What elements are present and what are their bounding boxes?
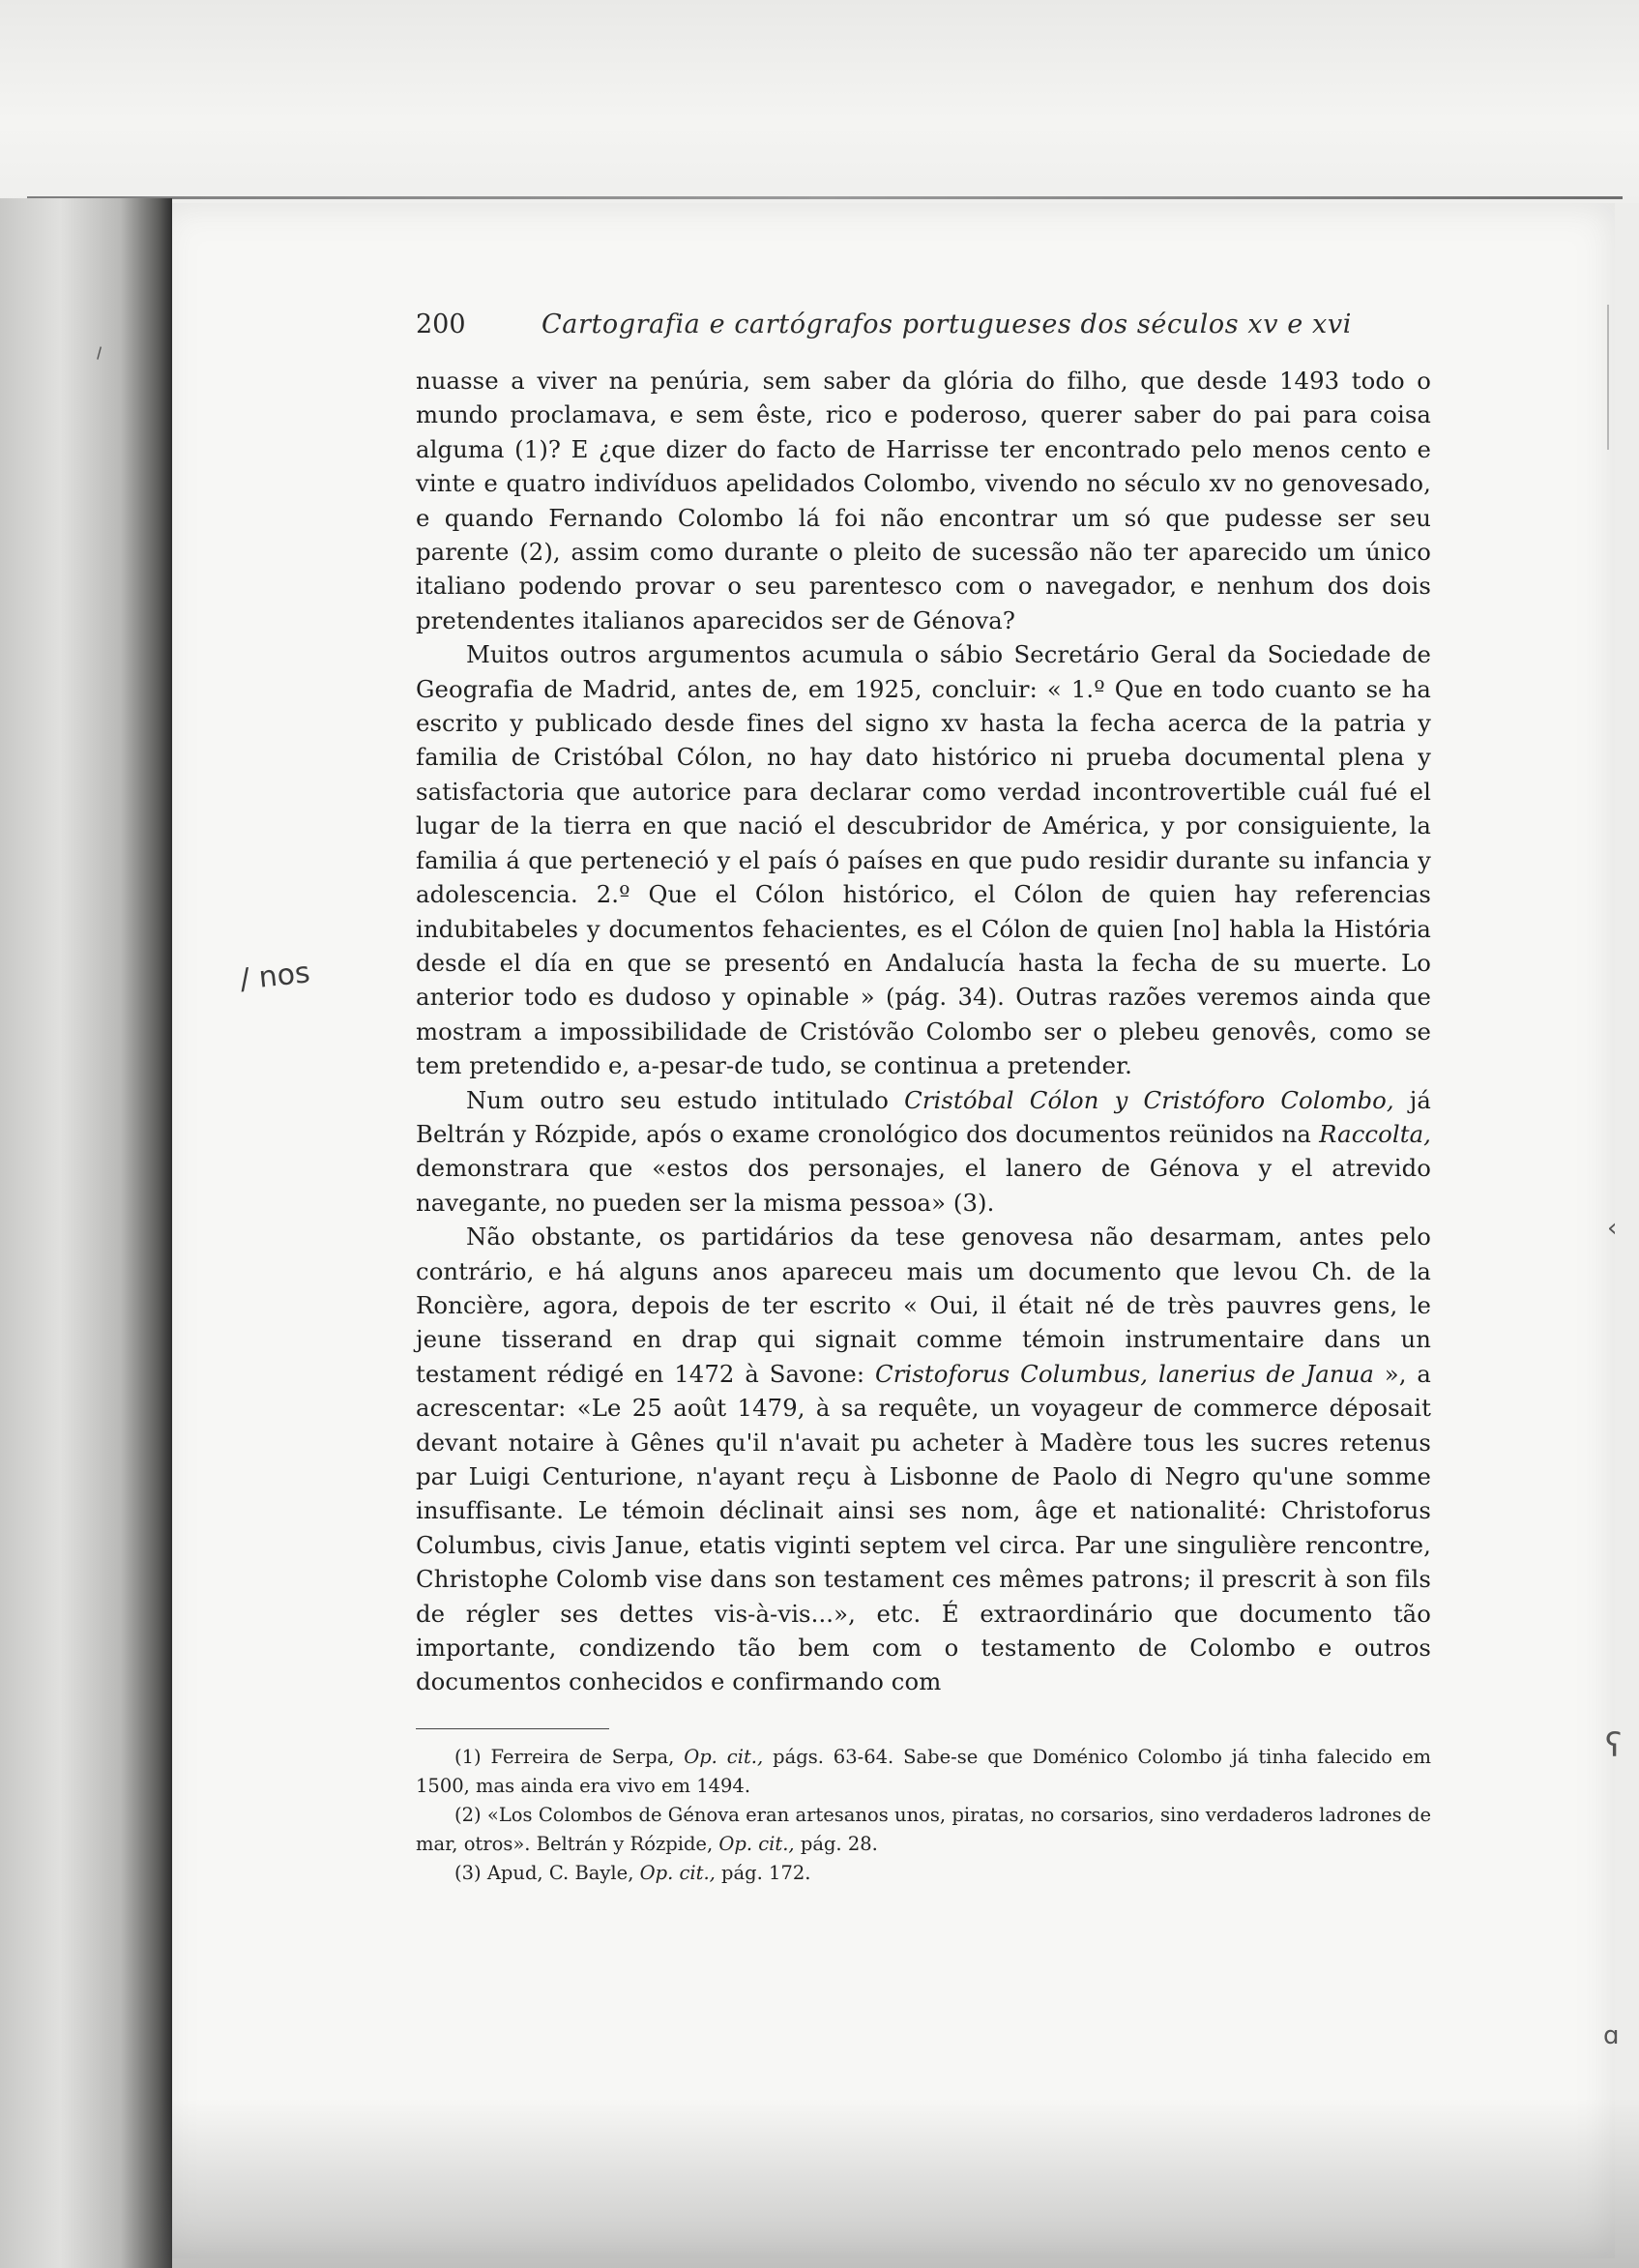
italic-span: Op. cit.,	[684, 1745, 764, 1768]
text-span: págs. 63-64. Sabe-se que Doménico Colombo já tinha falecido em 1500, mas ainda era vivo em 1494.	[416, 1745, 1431, 1797]
text-span: nuasse a viver na penúria, sem saber da glória do filho, que desde 1493 todo o mundo proclamava, e sem êste, rico e poderoso, querer saber do pai para coisa alguma (1)? E ¿que dizer do facto de Harrisse ter encontrado pelo menos cento e vinte e quatro indivíduos apelidados Colombo, vivendo no século xv no genovesado, e quando Fernando Colombo lá foi não encontrar um só que pudesse ser seu parente (2), assim como durante o pleito de sucessão não ter aparecido um único italiano podendo provar o seu parentesco com o navegador, e nenhum dos dois pretendentes italianos aparecidos ser de Génova?	[416, 367, 1431, 634]
text-span: demonstrara que «estos dos personajes, el lanero de Génova y el atrevido navegante, no pueden ser la misma pessoa» (3).	[416, 1154, 1431, 1217]
scan-edge-mark: ʕ	[1605, 1726, 1623, 1765]
footnotes	[416, 1743, 1431, 1888]
paragraph	[416, 1083, 1431, 1221]
body-text	[416, 364, 1431, 1699]
text-span: pág. 28.	[794, 1832, 878, 1855]
text-span: Muitos outros argumentos acumula o sábio Secretário Geral da Sociedade de Geografia de Madrid, antes de, em 1925, concluir: « 1.º Que en todo cuanto se ha escrito y publicado desde fines del signo xv hasta la fecha acerca de la patria y familia de Cristóbal Cólon, no hay dato histórico ni prueba documental plena y satisfactoria que autorice para declarar como verdad incontrovertible cuál fué el lugar de la tierra en que nació el descubridor de América, y por consiguiente, la familia á que perteneció y el país ó países en que pudo residir durante su infancia y adolescencia. 2.º Que el Cólon histórico, el Cólon de quien hay referencias indubitabeles y documentos fehacientes, es el Cólon de quien [no] habla la História desde el día en que se presentó en Andalucía hasta la fecha de su muerte. Lo anterior todo es dudoso y opinable » (pág. 34). Outras razões veremos ainda que mostram a impossibilidade de Cristóvão Colombo ser o plebeu genovês, como se tem pretendido e, a-pesar-de tudo, se continua a pretender.	[416, 640, 1431, 1080]
page-number: 200	[416, 309, 466, 339]
paragraph	[416, 637, 1431, 1082]
scan-fold-line	[27, 196, 1623, 199]
footnote	[416, 1801, 1431, 1859]
italic-span: Op. cit.,	[718, 1832, 795, 1855]
paragraph	[416, 364, 1431, 637]
book-spine-shadow	[0, 198, 172, 2268]
paragraph	[416, 1220, 1431, 1699]
text-span: (2) «Los Colombos de Génova eran artesanos unos, piratas, no corsarios, sino verdaderos ladrones de mar, otros». Beltrán y Rózpide,	[416, 1803, 1431, 1855]
text-span: (1) Ferreira de Serpa,	[454, 1745, 685, 1768]
text-span: Num outro seu estudo intitulado	[466, 1085, 905, 1114]
scan-edge-mark: ‹	[1607, 1214, 1618, 1243]
running-title: Cartografia e cartógrafos portugueses dos séculos xv e xvi	[541, 309, 1352, 339]
handwritten-margin-note: / nos	[238, 956, 312, 997]
italic-span: Cristoforus Columbus, lanerius de Janua	[875, 1359, 1374, 1388]
scan-edge-mark: ɑ	[1603, 2021, 1620, 2050]
text-span: já Beltrán y Rózpide, após o exame cronológico dos documentos reünidos na	[416, 1085, 1431, 1148]
text-span: », a acrescentar: «Le 25 août 1479, à sa requête, un voyageur de commerce déposait devant notaire à Gênes qu'il n'avait pu acheter à Madère tous les sucres retenus par Luigi Centurione, n'ayant reçu à Lisbonne de Paolo di Negro qu'une somme insuffisante. Le témoin déclinait ainsi ses nom, âge et nationalité: Christoforus Columbus, civis Janue, etatis viginti septem vel circa. Par une singulière rencontre, Christophe Colomb vise dans son testament ces mêmes patrons; il prescrit à son fils de régler ses dettes vis-à-vis...», etc. É extraordinário que documento tão importante, condizendo tão bem com o testamento de Colombo e outros documentos conhecidos e confirmando com	[416, 1359, 1432, 1696]
scan-speck-mark: ⸝	[81, 330, 110, 366]
italic-span: Op. cit.,	[639, 1861, 716, 1884]
running-header	[416, 309, 1431, 364]
scan-bottom-shadow	[160, 2099, 1639, 2268]
scan-top-margin	[0, 0, 1639, 203]
page-content	[416, 309, 1431, 1888]
text-span: Não obstante, os partidários da tese genovesa não desarmam, antes pelo contrário, e há alguns anos apareceu mais um documento que levou Ch. de la Roncière, agora, depois de ter escrito « Oui, il était né de très pauvres gens, le jeune tisserand en drap qui signait comme témoin instrumentaire dans un testament rédigé en 1472 à Savone:	[416, 1222, 1431, 1388]
text-span: pág. 172.	[715, 1861, 811, 1884]
footnote-rule	[416, 1728, 609, 1729]
footnote	[416, 1743, 1431, 1801]
footnote	[416, 1859, 1431, 1888]
text-span: (3) Apud, C. Bayle,	[454, 1861, 640, 1884]
scan-edge-line	[1607, 305, 1609, 450]
italic-span: Raccolta,	[1319, 1119, 1431, 1148]
italic-span: Cristóbal Cólon y Cristóforo Colombo,	[904, 1085, 1394, 1114]
